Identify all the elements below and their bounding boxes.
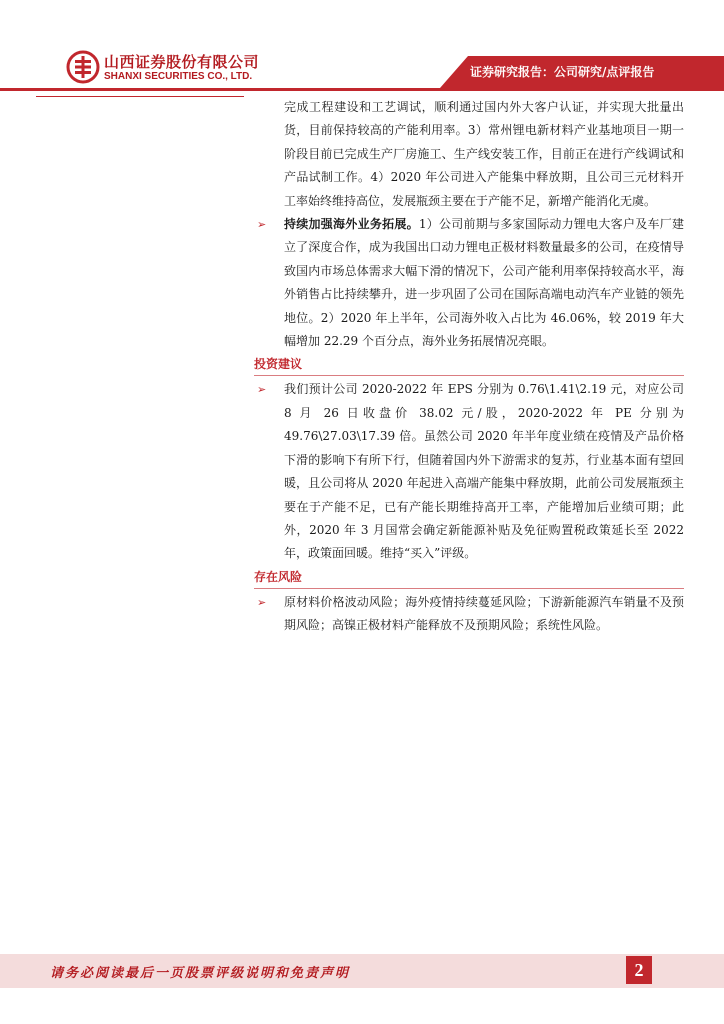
disclaimer-text: 请务必阅读最后一页股票评级说明和免责声明 — [50, 966, 351, 981]
investment-bullet — [254, 378, 684, 565]
risk-bullet — [254, 591, 684, 638]
investment-text: 我们预计公司 2020-2022 年 EPS 分别为 0.76\1.41\2.19 元，对应公司 8 月 26 日收盘价 38.02 元/股，2020-2022 年 PE 分别为 49.76\27.03\17.39 倍。虽然公司 2020 年半年度业绩在疫情及产品价格下滑的影响下有所下行，但随着国内外下游需求的复苏，行业基本面有望回暖，且公司将从 2020 年起进入高端产能集中释放期，此前公司发展瓶颈主要在于产能不足，已有产能长期维持高开工率，产能增加后业绩可期；此外，2020 年 3 月国常会确定新能源补贴及免征购置税政策延长至 2022 年，政策面回暖。维持“买入”评级。 — [284, 382, 684, 561]
investment-heading-rule — [254, 375, 684, 376]
report-body — [254, 96, 684, 638]
arrow-right-icon: ➢ — [257, 383, 267, 397]
company-logo-icon — [66, 50, 100, 84]
risk-text: 原材料价格波动风险；海外疫情持续蔓延风险；下游新能源汽车销量不及预期风险；高镍正极材料产能释放不及预期风险；系统性风险。 — [284, 594, 684, 633]
overseas-title: 持续加强海外业务拓展。 — [284, 217, 419, 232]
company-name-en: SHANXI SECURITIES CO., LTD. — [104, 71, 253, 82]
overseas-text: 1）公司前期与多家国际动力锂电大客户及车厂建立了深度合作，成为我国出口动力锂电正极材料数量最多的公司，在疫情导致国内市场总体需求大幅下滑的情况下，公司产能利用率保持较高水平，海外销售占比持续攀升，进一步巩固了公司在国际高端电动汽车产业链的领先地位。2）2020 年上半年，公司海外收入占比为 46.06%，较 2019 年大幅增加 22.29 个百分点，海外业务拓展情况亮眼。 — [284, 217, 684, 349]
continued-paragraph: 完成工程建设和工艺调试，顺利通过国内外大客户认证，并实现大批量出货，目前保持较高的产能利用率。3）常州锂电新材料产业基地项目一期一阶段目前已完成生产厂房施工、生产线安装工作，目前正在进行产线调试和产品试制工作。4）2020 年公司进入产能集中释放期，且公司三元材料开工率始终维持高位，发展瓶颈主要在于产能不足，新增产能消化无虞。 — [284, 100, 684, 208]
left-divider — [36, 96, 244, 97]
arrow-right-icon: ➢ — [257, 218, 267, 232]
investment-heading: 投资建议 — [254, 357, 303, 372]
risk-heading: 存在风险 — [254, 569, 303, 584]
header-divider — [0, 88, 724, 91]
overseas-bullet — [254, 213, 684, 353]
report-type-label: 证券研究报告：公司研究/点评报告 — [470, 65, 655, 79]
arrow-right-icon: ➢ — [257, 595, 267, 609]
company-name-cn: 山西证券股份有限公司 — [104, 53, 260, 71]
page-number: 2 — [626, 956, 652, 984]
risk-heading-rule — [254, 588, 684, 589]
